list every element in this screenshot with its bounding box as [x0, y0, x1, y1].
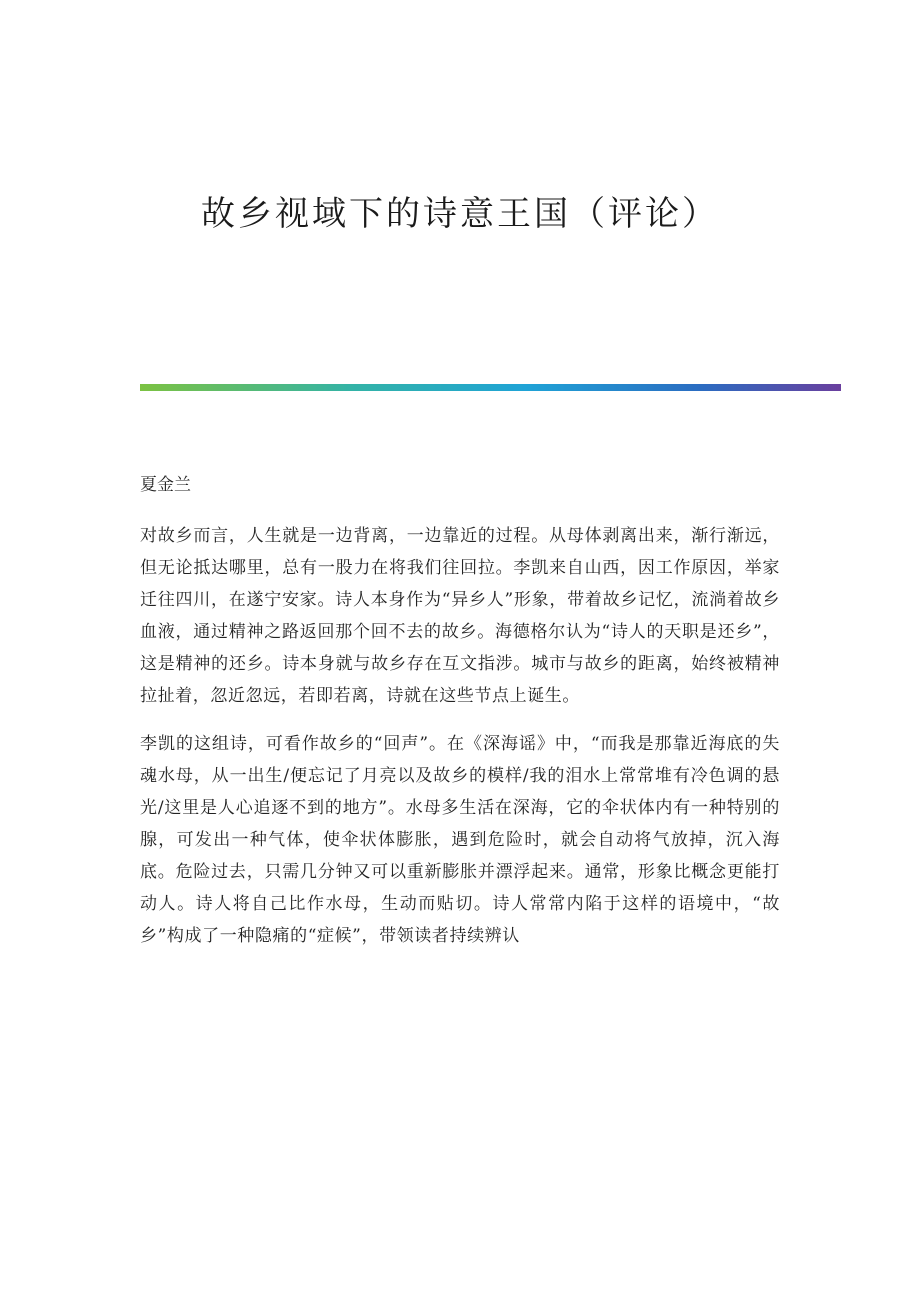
- document-body: [140, 470, 780, 968]
- author-name: 夏金兰: [140, 475, 191, 495]
- paragraph-2: 李凯的这组诗，可看作故乡的“回声”。在《深海谣》中，“而我是那靠近海底的失魂水母，从一出生/便忘记了月亮以及故乡的模样/我的泪水上常常堆有冷色调的悬光/这里是人心追逐不到的地方”。水母多生活在深海，它的伞状体内有一种特别的腺，可发出一种气体，使伞状体膨胀，遇到危险时，就会自动将气放掉，沉入海底。危险过去，只需几分钟又可以重新膨胀并漂浮起来。通常，形象比概念更能打动人。诗人将自己比作水母，生动而贴切。诗人常常内陷于这样的语境中，“故乡”构成了一种隐痛的“症候”，带领读者持续辨认: [140, 734, 780, 946]
- document-title: 故乡视域下的诗意王国（评论）: [201, 194, 719, 234]
- paragraph-1: 对故乡而言，人生就是一边背离，一边靠近的过程。从母体剥离出来，渐行渐远，但无论抵达哪里，总有一股力在将我们往回拉。李凯来自山西，因工作原因，举家迁往四川，在遂宁安家。诗人本身作为“异乡人”形象，带着故乡记忆，流淌着故乡血液，通过精神之路返回那个回不去的故乡。海德格尔认为“诗人的天职是还乡”，这是精神的还乡。诗本身就与故乡存在互文指涉。城市与故乡的距离，始终被精神拉扯着，忽近忽远，若即若离，诗就在这些节点上诞生。: [140, 526, 780, 706]
- gradient-divider: [140, 384, 841, 391]
